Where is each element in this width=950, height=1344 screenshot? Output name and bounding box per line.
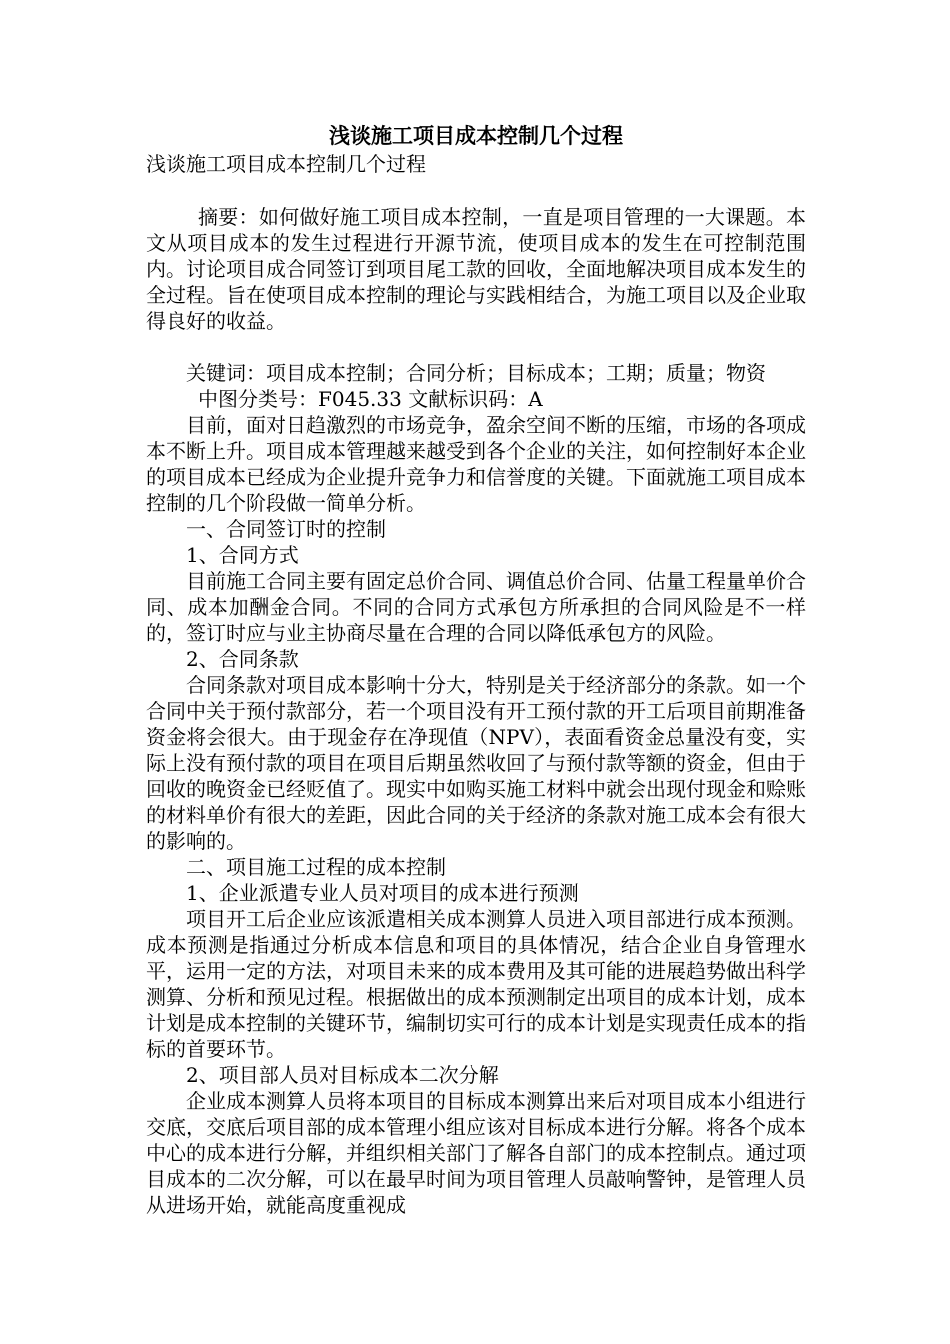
subsection-heading: 2、合同条款 <box>186 647 299 671</box>
body-paragraph: 目前施工合同主要有固定总价合同、调值总价合同、估量工程量单价合同、成本加酬金合同。不同的合同方式承包方所承担的合同风险是不一样的，签订时应与业主协商尽量在合理的合同以降低承包方的风险。 <box>146 569 806 645</box>
body-paragraph: 合同条款对项目成本影响十分大，特别是关于经济部分的条款。如一个合同中关于预付款部分，若一个项目没有开工预付款的开工后项目前期准备资金将会很大。由于现金存在净现值（NPV），表面看资金总量没有变，实际上没有预付款的项目在项目后期虽然收回了与预付款等额的资金，但由于回收的晚资金已经贬值了。现实中如购买施工材料中就会出现付现金和赊账的材料单价有很大的差距，因此合同的关于经济的条款对施工成本会有很大的影响的。 <box>146 673 806 853</box>
document-page <box>146 118 806 1218</box>
subsection-heading: 1、合同方式 <box>186 543 299 567</box>
body-paragraph: 企业成本测算人员将本项目的目标成本测算出来后对项目成本小组进行交底，交底后项目部的成本管理小组应该对目标成本进行分解。将各个成本中心的成本进行分解，并组织相关部门了解各自部门的成本控制点。通过项目成本的二次分解，可以在最早时间为项目管理人员敲响警钟，是管理人员从进场开始，就能高度重视成 <box>146 1089 806 1217</box>
classification-line: 中图分类号：F045.33 文献标识码：A <box>198 387 543 411</box>
intro-paragraph: 目前，面对日趋激烈的市场竞争，盈余空间不断的压缩，市场的各项成本不断上升。项目成本管理越来越受到各个企业的关注，如何控制好本企业的项目成本已经成为企业提升竞争力和信誉度的关键。下面就施工项目成本控制的几个阶段做一简单分析。 <box>146 413 806 515</box>
document-title: 浅谈施工项目成本控制几个过程 <box>329 123 623 148</box>
section-heading: 二、项目施工过程的成本控制 <box>186 855 446 879</box>
subsection-heading: 2、项目部人员对目标成本二次分解 <box>186 1063 499 1087</box>
spacer <box>146 334 806 360</box>
keywords-paragraph: 关键词：项目成本控制；合同分析；目标成本；工期；质量；物资 <box>186 361 766 385</box>
subsection-heading: 1、企业派遣专业人员对项目的成本进行预测 <box>186 881 579 905</box>
spacer <box>146 178 806 204</box>
document-subtitle: 浅谈施工项目成本控制几个过程 <box>146 152 426 176</box>
section-heading: 一、合同签订时的控制 <box>186 517 386 541</box>
abstract-paragraph: 摘要：如何做好施工项目成本控制，一直是项目管理的一大课题。本文从项目成本的发生过程进行开源节流，使项目成本的发生在可控制范围内。讨论项目成合同签订到项目尾工款的回收，全面地解决项目成本发生的全过程。旨在使项目成本控制的理论与实践相结合，为施工项目以及企业取得良好的收益。 <box>146 205 806 333</box>
body-paragraph: 项目开工后企业应该派遣相关成本测算人员进入项目部进行成本预测。成本预测是指通过分析成本信息和项目的具体情况，结合企业自身管理水平，运用一定的方法，对项目未来的成本费用及其可能的进展趋势做出科学测算、分析和预见过程。根据做出的成本预测制定出项目的成本计划，成本计划是成本控制的关键环节，编制切实可行的成本计划是实现责任成本的指标的首要环节。 <box>146 907 806 1061</box>
